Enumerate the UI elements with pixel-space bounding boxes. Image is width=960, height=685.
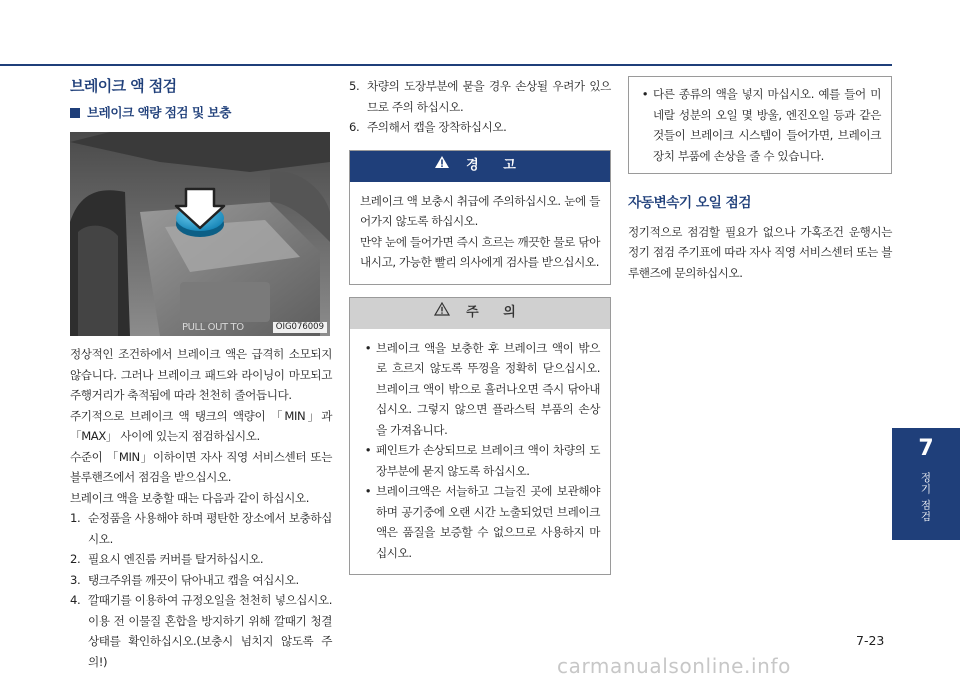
step-number: 1. <box>70 511 81 525</box>
watermark: carmanualsonline.info <box>557 654 791 678</box>
step-number: 2. <box>70 552 81 566</box>
caution-bullet <box>360 338 600 441</box>
subsection-title <box>70 104 332 122</box>
paragraph: 브레이크 액을 보충할 때는 다음과 같이 하십시오. <box>70 490 309 505</box>
step-number: 5. <box>349 79 360 93</box>
brake-fluid-reservoir-photo <box>70 132 330 336</box>
warning-paragraph: 만약 눈에 들어가면 즉시 흐르는 깨끗한 물로 닦아내시고, 가능한 빨리 의사에게 검사를 받으십시오. <box>360 234 600 269</box>
warning-heading: 경 고 <box>466 157 526 173</box>
caution-bullet-text: 다른 종류의 액을 넣지 마십시오. 예를 들어 미네랄 성분의 오일 몇 방울, 엔진오일 등과 같은 것들이 브레이크 시스템이 들어가면, 브레이크 장치 부품에 손상을 줄 수 있습니다. <box>653 87 881 163</box>
chapter-tab[interactable] <box>892 428 960 540</box>
caution-bullet <box>360 440 600 481</box>
warning-triangle-icon <box>434 155 450 177</box>
caution-continued-box <box>628 76 892 174</box>
caution-bullet <box>360 481 600 563</box>
section2-paragraph: 정기적으로 점검할 필요가 없으나 가혹조건 운행시는 정기 점검 주기표에 따라 자사 직영 서비스센터 또는 블루핸즈에 문의하십시오. <box>628 224 892 280</box>
step-number: 4. <box>70 593 81 607</box>
warning-paragraph: 브레이크 액 보충시 취급에 주의하십시오. 눈에 들어가지 않도록 하십시오. <box>360 193 600 228</box>
caution-header <box>350 298 610 329</box>
engine-bay-illustration <box>70 132 330 336</box>
step-item <box>349 76 611 117</box>
step-text: 필요시 엔진룸 커버를 탈거하십시오. <box>88 552 264 566</box>
step-number: 6. <box>349 120 360 134</box>
step-item <box>70 549 332 570</box>
warning-box <box>349 150 611 285</box>
warning-body <box>350 182 610 284</box>
section2-title: 자동변속기 오일 점검 <box>628 195 751 211</box>
cap-embossed-text: PULL OUT TO <box>182 322 244 333</box>
bullet-dot: • <box>364 340 372 355</box>
step-item <box>70 570 332 591</box>
paragraph: 주기적으로 브레이크 액 탱크의 액량이 「MIN」과 「MAX」 사이에 있는지 점검하십시오. <box>70 408 332 443</box>
caution-bullet <box>637 84 881 166</box>
step-text: 깔때기를 이용하여 규정오일을 천천히 넣으십시오. 이용 전 이물질 혼합을 방지하기 위해 깔때기 청결상태를 확인하십시오.(보충시 넘치지 않도록 주의!) <box>88 593 332 669</box>
right-column <box>628 76 892 283</box>
step-text: 주의해서 캡을 장착하십시오. <box>367 120 507 134</box>
caution-bullet-text: 페인트가 손상되므로 브레이크 액이 차량의 도장부분에 묻지 않도록 하십시오. <box>376 443 600 478</box>
caution-body <box>350 329 610 575</box>
step-text: 탱크주위를 깨끗이 닦아내고 캡을 여십시오. <box>88 572 299 587</box>
bullet-dot: • <box>641 87 649 101</box>
warning-header <box>350 151 610 182</box>
bullet-dot: • <box>364 484 372 498</box>
step-number: 3. <box>70 572 81 587</box>
section-title: 브레이크 액 점검 <box>70 77 177 95</box>
chapter-label: 정기 점검 <box>919 472 932 523</box>
step-item <box>70 508 332 549</box>
step-item <box>70 590 332 672</box>
square-bullet-icon <box>70 108 80 118</box>
paragraph: 수준이 「MIN」이하이면 자사 직영 서비스센터 또는 블루핸즈에서 점검을 받으십시오. <box>70 449 332 484</box>
step-item <box>349 117 611 138</box>
caution-bullet-text: 브레이크 액을 보충한 후 브레이크 액이 밖으로 흐르지 않도록 뚜껑을 정확히 닫으십시오. 브레이크 액이 밖으로 흘러나오면 즉시 닦아내십시오. 그렇지 않으면 플라스틱 부품의 손상을 가져옵니다. <box>376 340 600 437</box>
caution-heading: 주 의 <box>466 304 526 320</box>
image-code-label: OIG076009 <box>273 322 327 333</box>
caution-bullet-text: 브레이크액은 서늘하고 그늘진 곳에 보관해야 하며 공기중에 오랜 시간 노출되었던 브레이크 액은 품질을 보증할 수 없으므로 사용하지 마십시오. <box>376 484 600 560</box>
bullet-dot: • <box>364 443 372 457</box>
caution-triangle-icon <box>434 302 450 324</box>
subsection-title-text: 브레이크 액량 점검 및 보충 <box>87 105 231 120</box>
paragraph: 정상적인 조건하에서 브레이크 액은 급격히 소모되지 않습니다. 그러나 브레이크 패드와 라이닝이 마모되고 주행거리가 축적됨에 따라 천천히 줄어듭니다. <box>70 347 332 402</box>
step-text: 차량의 도장부분에 묻을 경우 손상될 우려가 있으므로 주의 하십시오. <box>367 79 611 114</box>
left-column <box>70 76 332 672</box>
caution-box <box>349 297 611 576</box>
step-text: 순정품을 사용해야 하며 평탄한 장소에서 보충하십시오. <box>88 511 332 546</box>
top-rule <box>0 64 892 66</box>
chapter-number: 7 <box>918 436 934 461</box>
page-number: 7-23 <box>856 633 885 648</box>
middle-column <box>349 76 611 575</box>
